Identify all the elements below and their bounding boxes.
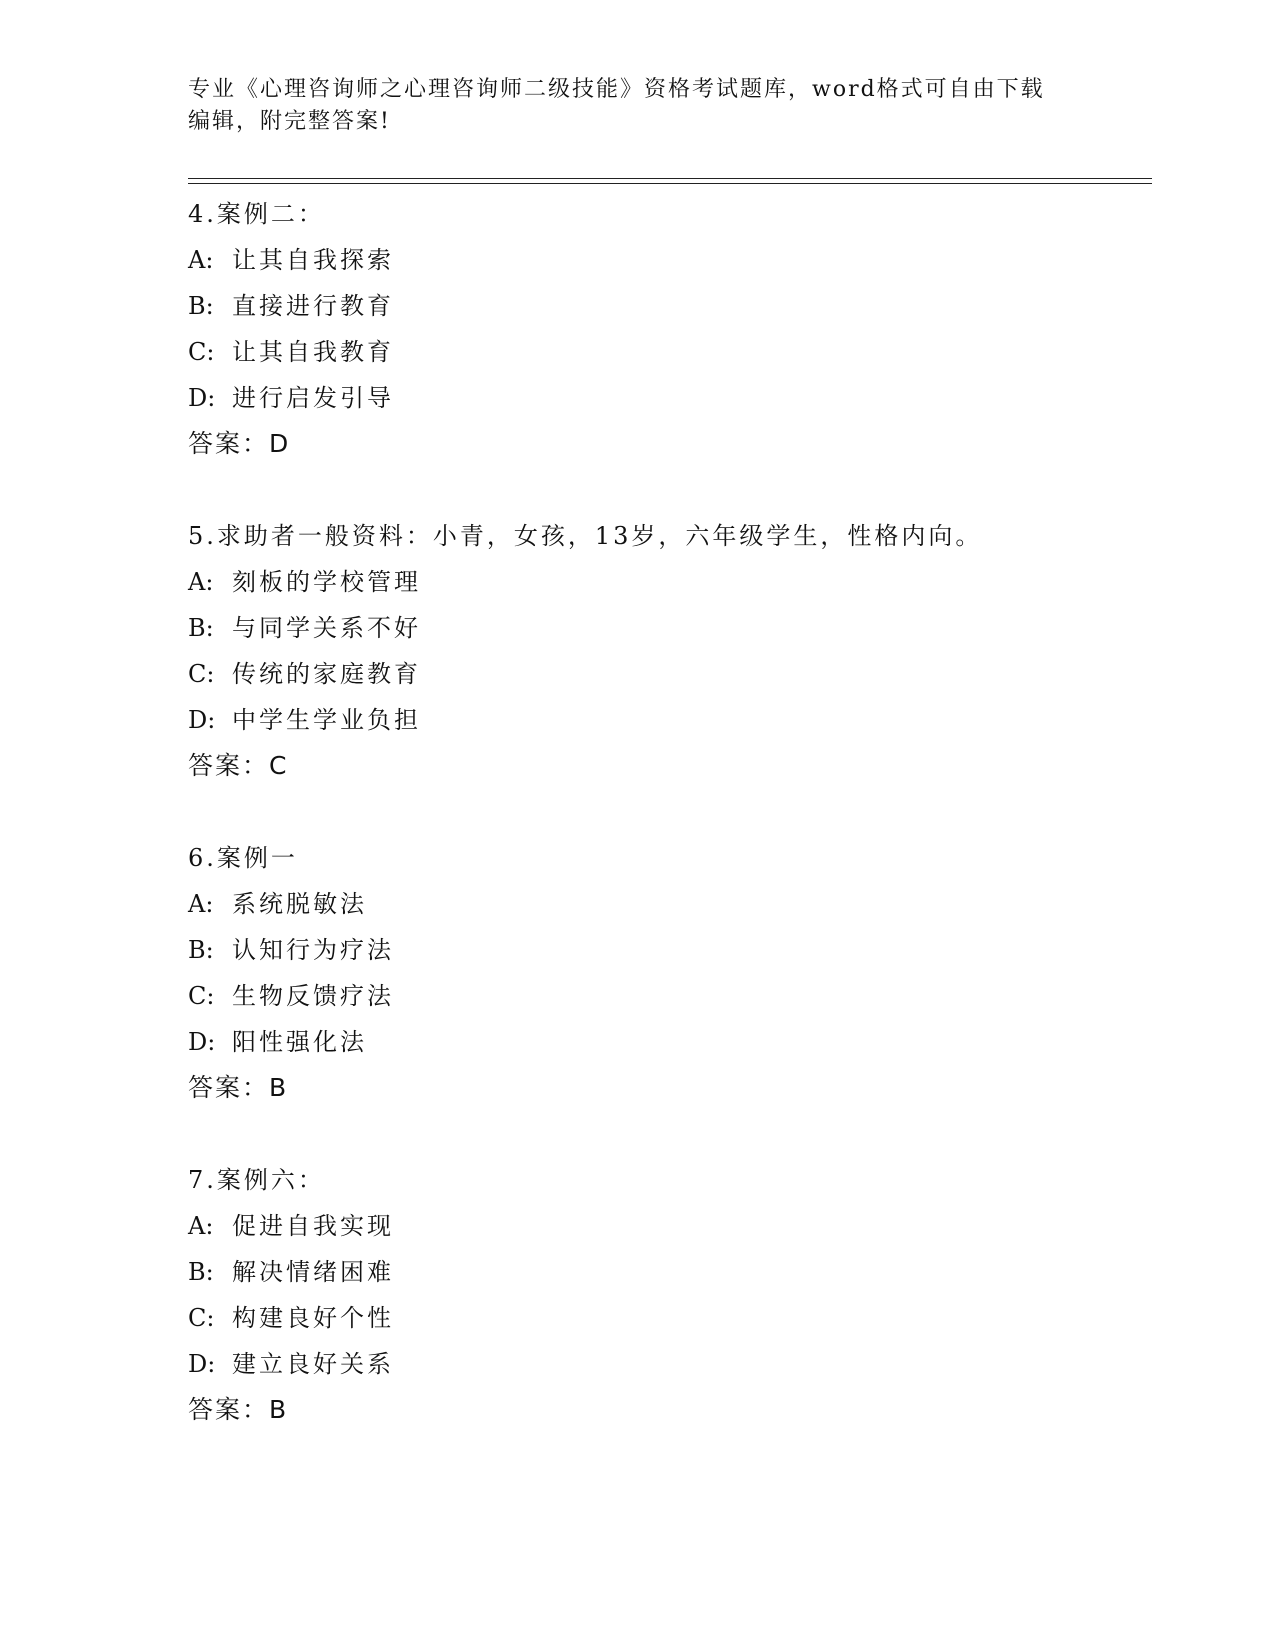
option-letter: A: — [188, 890, 214, 918]
option-d — [188, 1019, 1148, 1065]
option-letter: C: — [188, 982, 215, 1010]
option-letter: A: — [188, 568, 214, 596]
option-text: 构建良好个性 — [232, 1304, 394, 1332]
option-text: 促进自我实现 — [232, 1212, 394, 1240]
option-a — [188, 237, 1148, 283]
option-c — [188, 329, 1148, 375]
option-c — [188, 1295, 1148, 1341]
option-text: 阳性强化法 — [232, 1028, 367, 1056]
answer-line: 答案：B — [188, 1395, 289, 1424]
option-a — [188, 881, 1148, 927]
option-letter: D: — [188, 1028, 216, 1056]
option-letter: C: — [188, 660, 215, 688]
option-a — [188, 559, 1148, 605]
question-4 — [188, 191, 1148, 467]
option-letter: D: — [188, 706, 216, 734]
question-stem: 5.求助者一般资料：小青，女孩，13岁，六年级学生，性格内向。 — [188, 522, 983, 550]
option-d — [188, 697, 1148, 743]
option-text: 生物反馈疗法 — [232, 982, 394, 1010]
option-letter: C: — [188, 1304, 215, 1332]
option-text: 进行启发引导 — [232, 384, 394, 412]
question-5 — [188, 513, 1148, 789]
answer-line: 答案：C — [188, 751, 289, 780]
option-letter: B: — [188, 614, 214, 642]
option-c — [188, 973, 1148, 1019]
option-text: 刻板的学校管理 — [232, 568, 421, 596]
option-letter: A: — [188, 1212, 214, 1240]
option-text: 中学生学业负担 — [232, 706, 421, 734]
option-a — [188, 1203, 1148, 1249]
option-text: 直接进行教育 — [232, 292, 394, 320]
option-letter: B: — [188, 292, 214, 320]
header-divider-top — [188, 178, 1152, 179]
document-header — [188, 74, 1068, 138]
option-b — [188, 283, 1148, 329]
answer-line: 答案：B — [188, 1073, 289, 1102]
option-letter: A: — [188, 246, 214, 274]
question-stem: 4.案例二： — [188, 200, 325, 228]
header-line-2: 编辑，附完整答案! — [188, 109, 391, 134]
question-stem: 7.案例六： — [188, 1166, 325, 1194]
question-list — [188, 191, 1148, 1479]
option-letter: C: — [188, 338, 215, 366]
option-b — [188, 927, 1148, 973]
question-stem: 6.案例一 — [188, 844, 298, 872]
option-b — [188, 1249, 1148, 1295]
option-text: 让其自我探索 — [232, 246, 394, 274]
option-c — [188, 651, 1148, 697]
option-text: 认知行为疗法 — [232, 936, 394, 964]
question-6 — [188, 835, 1148, 1111]
option-text: 系统脱敏法 — [232, 890, 367, 918]
option-d — [188, 375, 1148, 421]
option-letter: B: — [188, 1258, 214, 1286]
header-line-1: 专业《心理咨询师之心理咨询师二级技能》资格考试题库，word格式可自由下载 — [188, 77, 1045, 102]
answer-line: 答案：D — [188, 429, 291, 458]
option-d — [188, 1341, 1148, 1387]
option-letter: D: — [188, 384, 216, 412]
option-text: 建立良好关系 — [232, 1350, 394, 1378]
option-text: 与同学关系不好 — [232, 614, 421, 642]
option-b — [188, 605, 1148, 651]
option-letter: D: — [188, 1350, 216, 1378]
option-text: 解决情绪困难 — [232, 1258, 394, 1286]
question-7 — [188, 1157, 1148, 1433]
option-letter: B: — [188, 936, 214, 964]
option-text: 让其自我教育 — [232, 338, 394, 366]
header-divider-bottom — [188, 183, 1152, 184]
option-text: 传统的家庭教育 — [232, 660, 421, 688]
